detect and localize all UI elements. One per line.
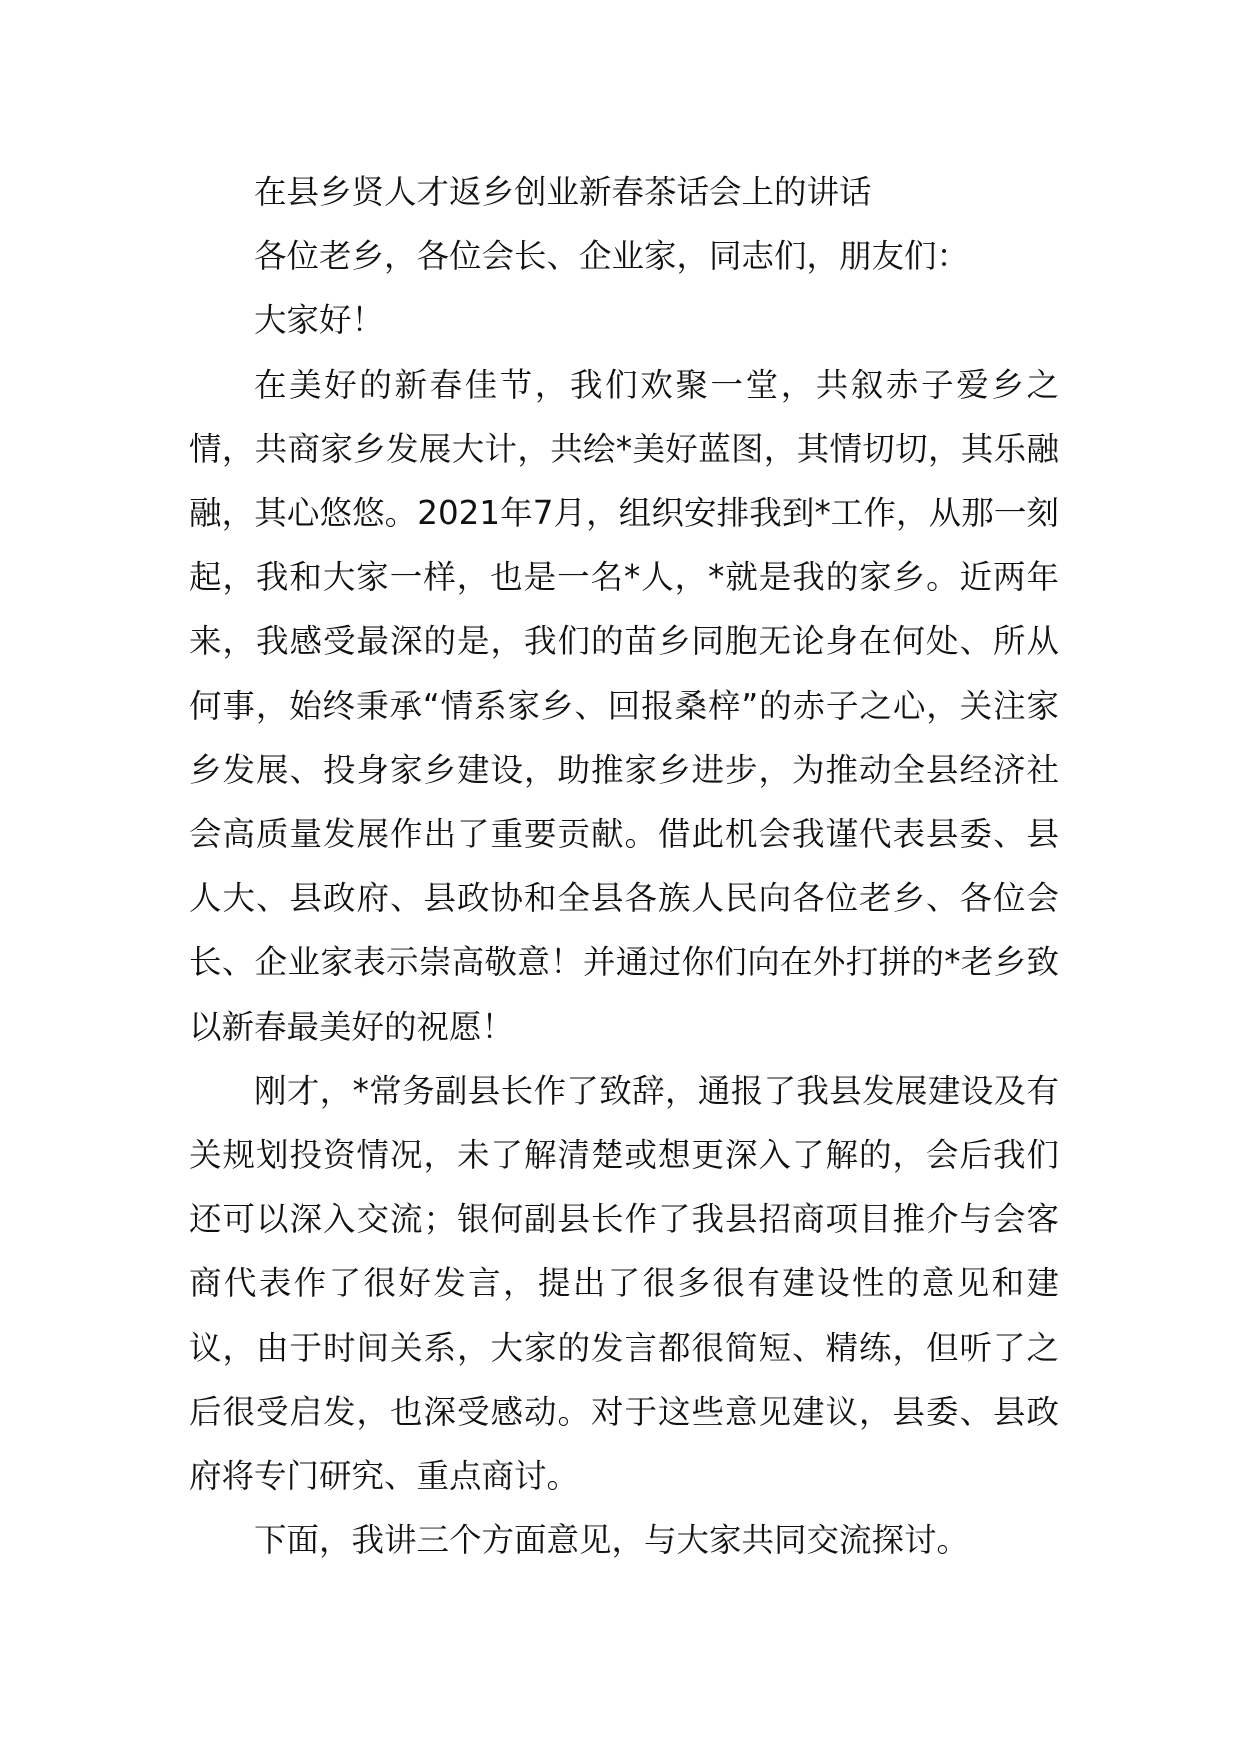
salutation: 各位老乡，各位会长、企业家，同志们，朋友们： <box>254 237 970 276</box>
paragraph-transition: 下面，我讲三个方面意见，与大家共同交流探讨。 <box>254 1521 970 1560</box>
greeting: 大家好！ <box>254 301 385 340</box>
document-page <box>189 160 1059 1572</box>
paragraph-review: 刚才，*常务副县长作了致辞，通报了我县发展建设及有关规划投资情况，未了解清楚或想更深入了解的，会后我们还可以深入交流；银何副县长作了我县招商项目推介与会客商代表作了很好发言，提出了很多很有建设性的意见和建议，由于时间关系，大家的发言都很简短、精练，但听了之后很受启发，也深受感动。对于这些意见建议，县委、县政府将专门研究、重点商讨。 <box>189 1071 1059 1496</box>
paragraph-opening: 在美好的新春佳节，我们欢聚一堂，共叙赤子爱乡之情，共商家乡发展大计，共绘*美好蓝图，其情切切，其乐融融，其心悠悠。2021年7月，组织安排我到*工作，从那一刻起，我和大家一样，也是一名*人，*就是我的家乡。近两年来，我感受最深的是，我们的苗乡同胞无论身在何处、所从何事，始终秉承“情系家乡、回报桑梓”的赤子之心，关注家乡发展、投身家乡建设，助推家乡进步，为推动全县经济社会高质量发展作出了重要贡献。借此机会我谨代表县委、县人大、县政府、县政协和全县各族人民向各位老乡、各位会长、企业家表示崇高敬意！并通过你们向在外打拼的*老乡致以新春最美好的祝愿！ <box>189 365 1059 1046</box>
document-title: 在县乡贤人才返乡创业新春茶话会上的讲话 <box>254 173 872 211</box>
